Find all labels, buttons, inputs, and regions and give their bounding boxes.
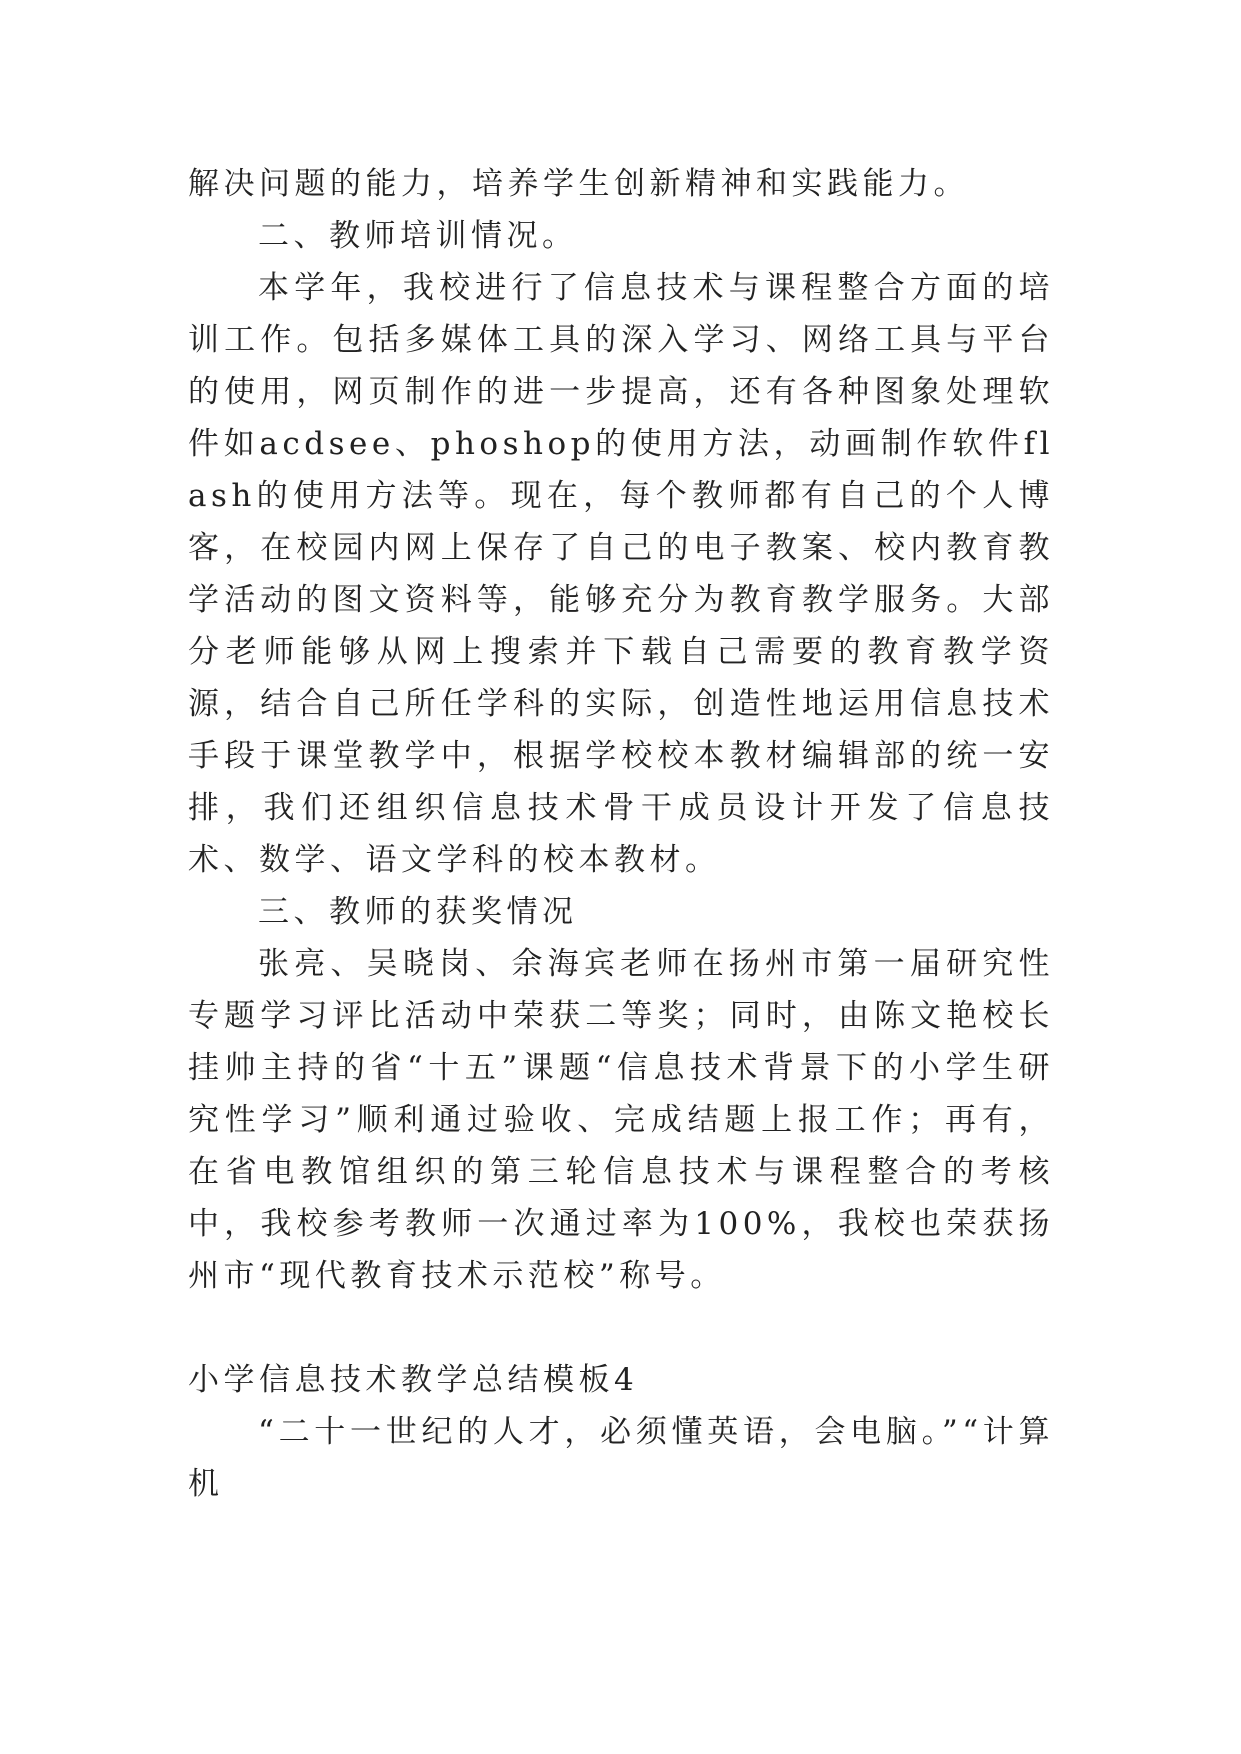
heading-teacher-awards: 三、教师的获奖情况 xyxy=(258,894,578,930)
section-title: 小学信息技术教学总结模板4 xyxy=(188,1362,639,1398)
paragraph-training-details: 本学年，我校进行了信息技术与课程整合方面的培训工作。包括多媒体工具的深入学习、网络工具与平台的使用，网页制作的进一步提高，还有各种图象处理软件如acdsee、phoshop的使用方法，动画制作软件flash的使用方法等。现在，每个教师都有自己的个人博客，在校园内网上保存了自己的电子教案、校内教育教学活动的图文资料等，能够充分为教育教学服务。大部分老师能够从网上搜索并下载自己需要的教育教学资源，结合自己所任学科的实际，创造性地运用信息技术手段于课堂教学中，根据学校校本教材编辑部的统一安排，我们还组织信息技术骨干成员设计开发了信息技术、数学、语文学科的校本教材。 xyxy=(188,270,1054,878)
paragraph-continuation: 解决问题的能力，培养学生创新精神和实践能力。 xyxy=(188,166,969,202)
document-body xyxy=(188,158,1054,1510)
section-spacer xyxy=(188,1302,1054,1354)
paragraph-intro-quote: “二十一世纪的人才，必须懂英语，会电脑。”“计算机 xyxy=(188,1414,1054,1502)
paragraph-award-details: 张亮、吴晓岗、余海宾老师在扬州市第一届研究性专题学习评比活动中荣获二等奖；同时，由陈文艳校长挂帅主持的省“十五”课题“信息技术背景下的小学生研究性学习”顺利通过验收、完成结题上报工作；再有，在省电教馆组织的第三轮信息技术与课程整合的考核中，我校参考教师一次通过率为100%，我校也荣获扬州市“现代教育技术示范校”称号。 xyxy=(188,946,1054,1294)
heading-teacher-training: 二、教师培训情况。 xyxy=(258,218,578,254)
